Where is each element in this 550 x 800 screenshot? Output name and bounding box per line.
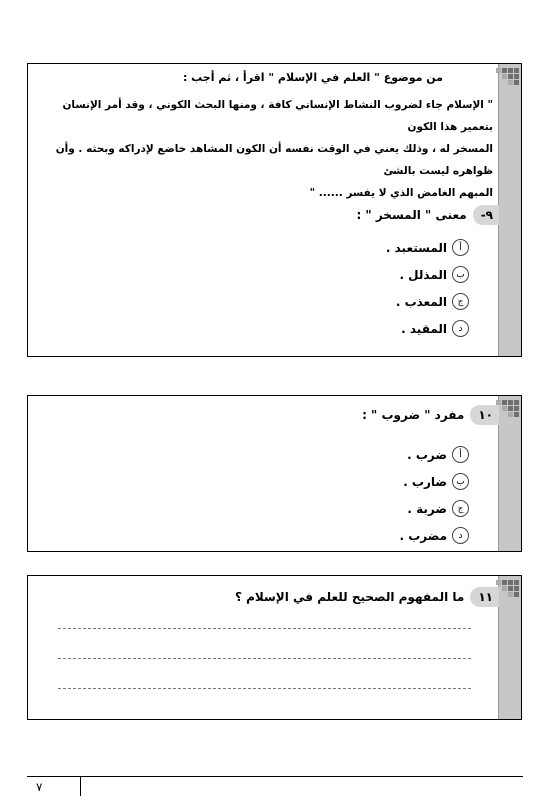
answer-line[interactable] bbox=[58, 688, 471, 689]
option-a[interactable] bbox=[399, 441, 469, 468]
option-letter-circle: ب bbox=[452, 266, 469, 283]
option-d[interactable] bbox=[386, 315, 469, 342]
passage-line: المسخر له ، وذلك يعني في الوقت نفسه أن الكون المشاهد خاضع لإدراكه وبحثه . وأن ظواهره ليست بالشئ bbox=[55, 143, 493, 177]
question-header bbox=[362, 404, 521, 426]
option-label: ضرب . bbox=[407, 447, 447, 462]
option-label: ضارب . bbox=[403, 474, 447, 489]
answer-line[interactable] bbox=[58, 658, 471, 659]
options-list bbox=[386, 234, 469, 342]
option-letter-circle: د bbox=[452, 527, 469, 544]
option-letter-circle: أ bbox=[452, 239, 469, 256]
question-number: ٩- bbox=[473, 205, 499, 225]
option-letter-circle: ج bbox=[452, 293, 469, 310]
passage-heading: من موضوع " العلم في الإسلام " اقرأ ، ثم أجب : bbox=[182, 71, 443, 84]
option-label: المقيد . bbox=[401, 321, 447, 336]
page-number: ٧ bbox=[36, 780, 43, 794]
option-a[interactable] bbox=[386, 234, 469, 261]
question-header bbox=[356, 204, 521, 226]
option-label: المذلل . bbox=[399, 267, 447, 282]
option-label: المعذب . bbox=[395, 294, 447, 309]
footer-separator bbox=[80, 776, 81, 796]
footer-divider bbox=[27, 776, 523, 777]
question-number: ١٠ bbox=[470, 405, 499, 425]
option-d[interactable] bbox=[399, 522, 469, 549]
passage-text bbox=[40, 94, 493, 204]
question-10-card bbox=[27, 395, 522, 552]
option-label: ضربة . bbox=[407, 501, 447, 516]
option-letter-circle: ج bbox=[452, 500, 469, 517]
question-text: مفرد " ضروب " : bbox=[362, 408, 465, 422]
option-b[interactable] bbox=[399, 468, 469, 495]
question-9-card bbox=[27, 63, 522, 357]
option-label: مضرب . bbox=[399, 528, 447, 543]
option-c[interactable] bbox=[386, 288, 469, 315]
question-text: ما المفهوم الصحيح للعلم في الإسلام ؟ bbox=[234, 590, 465, 604]
answer-line[interactable] bbox=[58, 628, 471, 629]
option-c[interactable] bbox=[399, 495, 469, 522]
option-letter-circle: د bbox=[452, 320, 469, 337]
question-header bbox=[235, 586, 521, 608]
corner-cubes-icon bbox=[495, 68, 519, 88]
passage-line: " الإسلام جاء لضروب النشاط الإنساني كافة ، ومنها البحث الكوني ، وقد أمر الإنسان بتعمير هذا الكون bbox=[62, 99, 493, 133]
option-letter-circle: ب bbox=[452, 473, 469, 490]
options-list bbox=[399, 441, 469, 549]
option-letter-circle: أ bbox=[452, 446, 469, 463]
question-number: ١١ bbox=[470, 587, 499, 607]
option-b[interactable] bbox=[386, 261, 469, 288]
question-11-card bbox=[27, 575, 522, 720]
question-text: معنى " المسخر " : bbox=[356, 208, 467, 222]
option-label: المستعبد . bbox=[385, 240, 447, 255]
passage-line: المبهم الغامض الذي لا يفسر ...... " bbox=[309, 187, 493, 199]
